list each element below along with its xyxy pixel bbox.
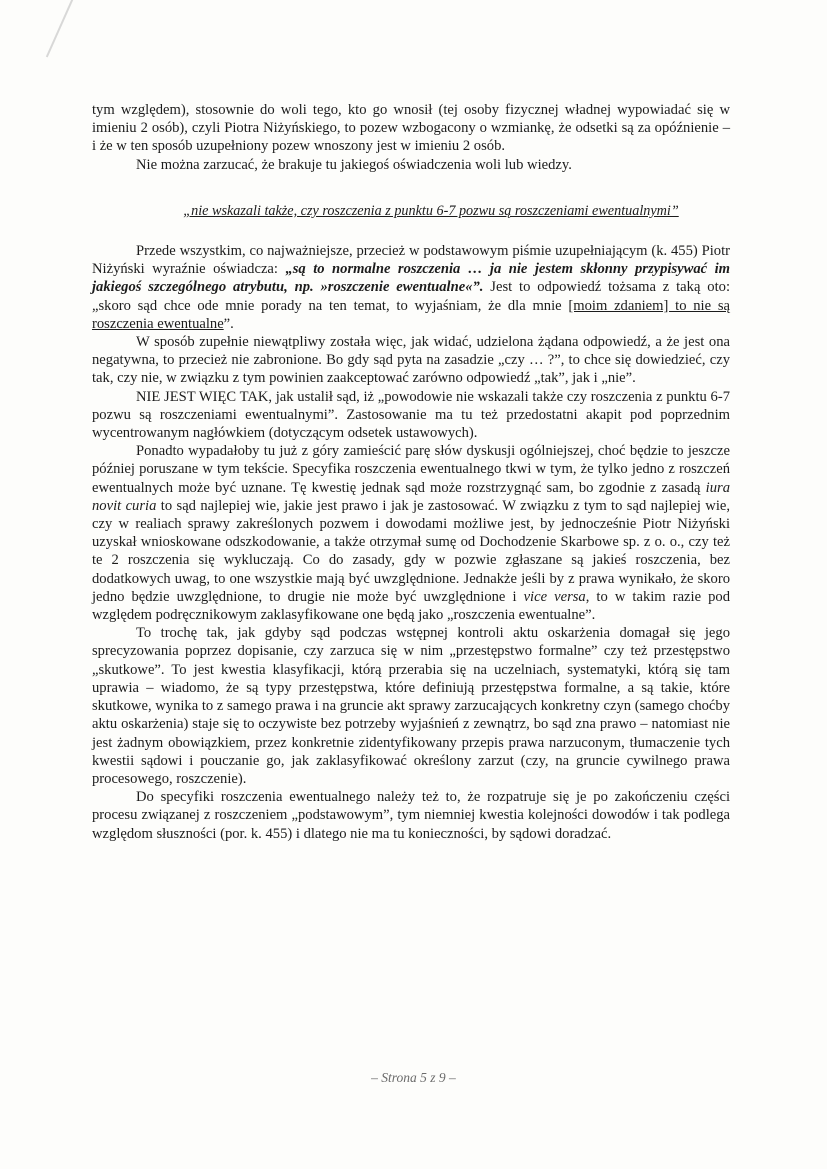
- scan-artifact: [46, 0, 76, 57]
- document-body: [92, 101, 730, 843]
- underlined-phrase: [moim zdaniem] to nie są roszczenia ewentualne: [92, 297, 730, 332]
- paragraph-text: , to w takim razie pod względem podręcznikowym zaklasyfikowane one będą jako „roszczenia ewentualne”.: [92, 588, 730, 624]
- paragraph-text: Przede wszystkim, co najważniejsze, przecież w podstawowym piśmie uzupełniającym (k. 455) Piotr Niżyński wyraźnie oświadcza:: [92, 243, 730, 278]
- paragraph-answer-given: W sposób zupełnie niewątpliwy została więc, jak widać, udzielona żądana odpowiedź, a że jest ona negatywna, to przecież nie zabronione. Bo gdy sąd pyta na zasadzie „czy … ?”, to chce się dowiedzieć, czy tak, czy nie, w związku z tym powinien zaakceptować zarówno odpowiedź „tak”, jak i „nie”.: [92, 334, 730, 387]
- paragraph-text: ”.: [223, 315, 234, 332]
- paragraph-not-so: NIE JEST WIĘC TAK, jak ustalił sąd, iż „powodowie nie wskazali także czy roszczenia z punktu 6-7 pozwu są roszczeniami ewentualnymi”. Zastosowanie ma tu też przedostatni akapit pod poprzednim wycentrowanym nagłówkiem (dotyczącym odsetek ustawowych).: [92, 388, 730, 442]
- paragraph-analogy: To trochę tak, jak gdyby sąd podczas wstępnej kontroli aktu oskarżenia domagał się jego sprecyzowania poprzez dopisanie, czy zarzuca się w nim „przestępstwo formalne” czy też przestępstwo „skutkowe”. To jest kwestia klasyfikacji, którą przerabia się na uczelniach, systematyki, którą się tam uprawia – wiadomo, że są typy przestępstwa, które definiują przestępstwa formalne, a są takie, które skutkowe, wynika to z samego prawa i na gruncie akt sprawy zarzucających konkretny czyn (samego choćby aktu oskarżenia) staje się to oczywiste bez potrzeby wyjaśnień z zewnątrz, bo sąd zna prawo – natomiast nie jest żadnym obowiązkiem, przez konkretnie zidentyfikowany przepis prawa narzuconym, tłumaczenie tych kwestii sądowi i pouczanie go, jak zaklasyfikować określony zarzut (czy, na gruncie cywilnego prawa procesowego, roszczenie).: [92, 625, 730, 787]
- paragraph-text: to sąd najlepiej wie, jakie jest prawo i jak je zastosować. W związku z tym to sąd najlepiej wie, czy w realiach sprawy zakreślonych pozwem i dowodami możliwe jest, by jednocześnie Piotr Niżyński uzyskał wnioskowane odszkodowanie, a także otrzymał sumę od Dochodzenie Skarbowe sp. z o. o., czy też te 2 roszczenia się wykluczają. Co do zasady, gdy w pozwie zgłaszane są jakieś roszczenia, bez dodatkowych uwag, to one wszystkie mają być uwzględnione. Jednakże jeśli by z prawa wynikało, że skoro jedno będzie uwzględnione, to drugie nie może być uwzględnione i: [92, 497, 730, 605]
- paragraph-specificity: Do specyfiki roszczenia ewentualnego należy też to, że rozpatruje się je po zakończeniu części procesu związanej z roszczeniem „podstawowym”, tym niemniej kwestia kolejności dowodów i tak podlega względom słuszności (por. k. 455) i dlatego nie ma tu konieczności, by sądowi doradzać.: [92, 789, 730, 842]
- paragraph-first-of-all: [92, 242, 730, 333]
- paragraph-text: Ponadto wypadałoby tu już z góry zamieścić parę słów dyskusji ogólniejszej, choć będzie to jeszcze później poruszane w tym tekście. Specyfika roszczenia ewentualnego tkwi w tym, że tylko jedno z roszczeń ewentualnych może być uznane. Tę kwestię jednak sąd może rozstrzygnąć sam, bo zgodnie z zasadą: [92, 443, 730, 496]
- quoted-statement: „są to normalne roszczenia … ja nie jestem skłonny przypisywać im jakiegoś szczególnego atrybutu, np. »roszczenie ewentualne«”.: [92, 261, 730, 296]
- latin-phrase: iura novit curia: [92, 479, 730, 514]
- section-heading: „nie wskazali także, czy roszczenia z punktu 6-7 pozwu są roszczeniami ewentualnymi”: [183, 202, 679, 219]
- paragraph-continuation: tym względem), stosownie do woli tego, kto go wnosił (tej osoby fizycznej władnej wypowiadać się w imieniu 2 osób), czyli Piotra Niżyńskiego, to pozew wzbogacony o wzmiankę, że odsetki są za opóźnienie – i że w ten sposób uzupełniony pozew wnoszony jest w imieniu 2 osób.: [92, 102, 730, 155]
- paragraph-text: Jest to odpowiedź tożsama z taką oto: „skoro sąd chce ode mnie porady na ten temat, to wyjaśniam, że dla mnie: [92, 279, 730, 314]
- page-number: – Strona 5 z 9 –: [371, 1070, 456, 1085]
- paragraph-no-objection: Nie można zarzucać, że brakuje tu jakiegoś oświadczenia woli lub wiedzy.: [136, 156, 572, 173]
- paragraph-moreover: [92, 442, 730, 624]
- latin-phrase: vice versa: [523, 588, 586, 605]
